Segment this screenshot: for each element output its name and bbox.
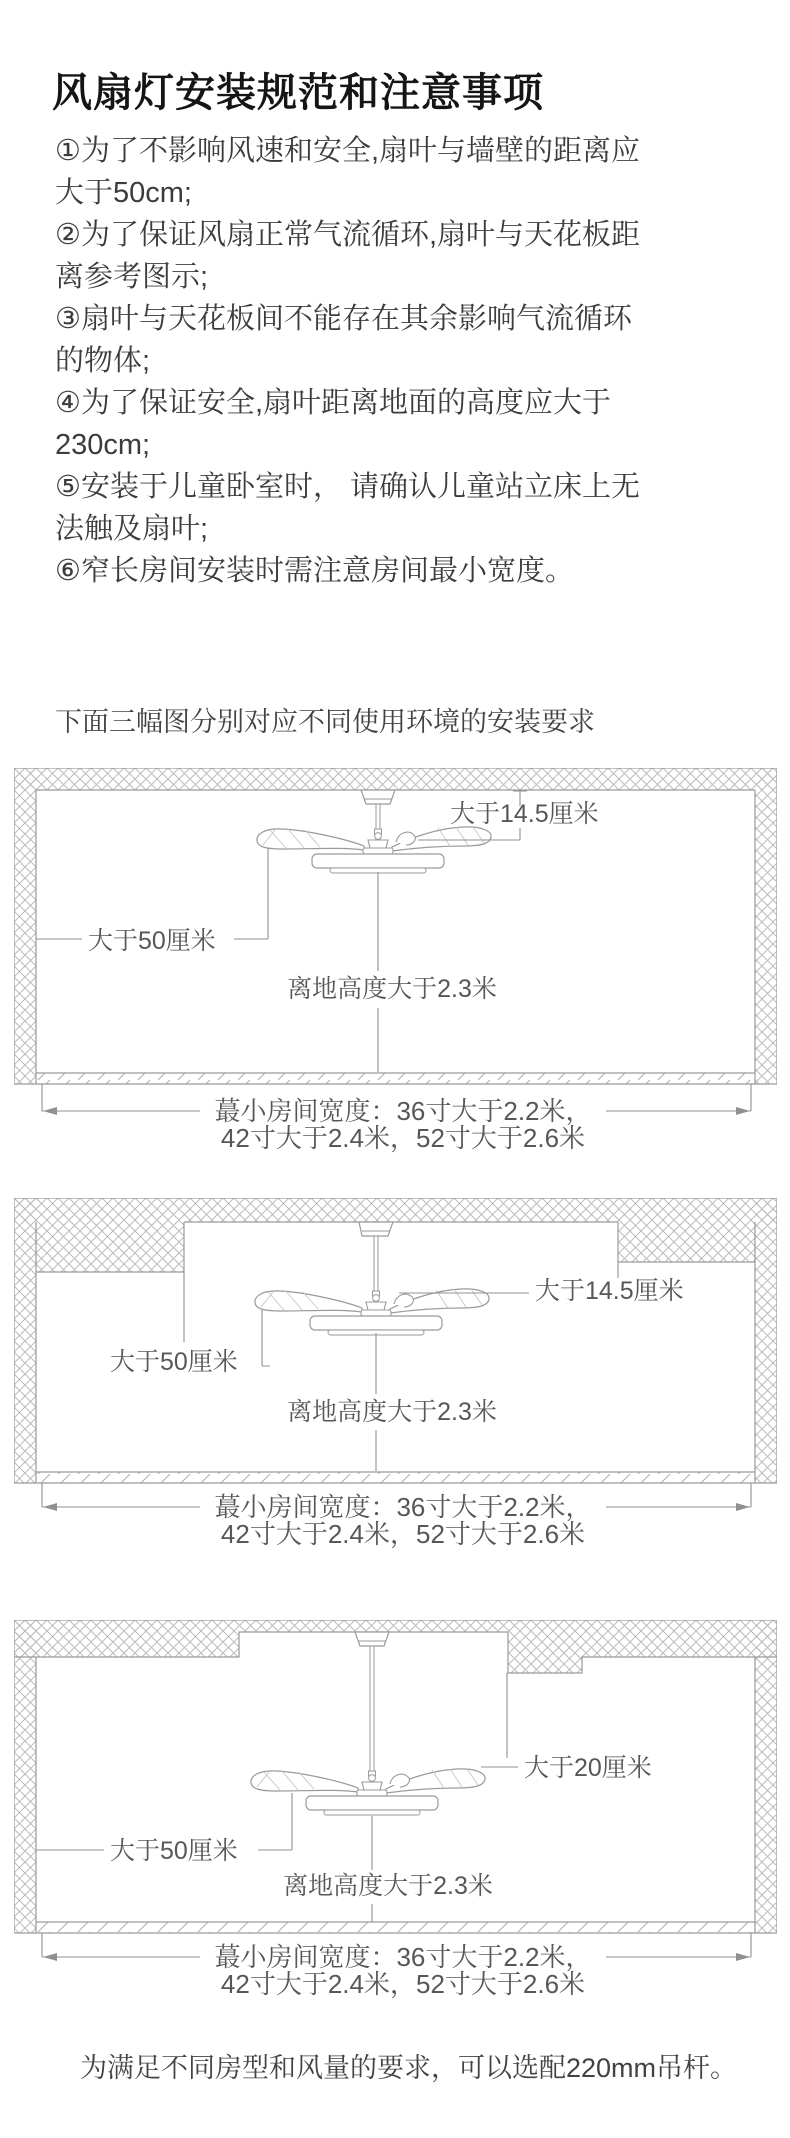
dim-ceiling-gap <box>481 1673 652 1782</box>
floor-height-label: 离地高度大于2.3米 <box>287 1398 497 1426</box>
fan-blades-and-light <box>251 1769 485 1815</box>
floor-height-label: 离地高度大于2.3米 <box>283 1872 493 1900</box>
room-width-caption-line1: 蕞小房间宽度：36寸大于2.2米， <box>214 1492 592 1522</box>
dim-floor-height <box>287 1333 497 1471</box>
wall-right <box>755 1198 777 1483</box>
room-width-caption-line2: 42寸大于2.4米，52寸大于2.6米 <box>220 1969 586 1999</box>
dim-room-width <box>42 1483 751 1549</box>
wall-right <box>755 1620 777 1933</box>
wall-gap-label: 大于50厘米 <box>110 1837 238 1865</box>
soffit-right <box>618 1222 755 1262</box>
diagrams-intro: 下面三幅图分别对应不同使用环境的安装要求 <box>55 707 595 737</box>
wall-right <box>755 768 777 1084</box>
floor-height-label: 离地高度大于2.3米 <box>287 975 497 1003</box>
dim-wall-gap <box>110 1272 270 1376</box>
dim-wall-gap <box>36 1793 292 1865</box>
fan-blades-and-light <box>255 1289 489 1335</box>
note-item-6: ⑥窄长房间安装时需注意房间最小宽度。 <box>55 555 574 587</box>
fan-blades-and-light <box>257 827 491 873</box>
floor-slab <box>36 1472 755 1483</box>
diagram-ceiling-niche <box>14 1620 777 2000</box>
wall-left <box>14 1198 36 1483</box>
ceiling-gap-label: 大于20厘米 <box>524 1754 652 1782</box>
dim-room-width <box>42 1933 751 1999</box>
room-width-caption-line2: 42寸大于2.4米，52寸大于2.6米 <box>220 1519 586 1549</box>
wall-left <box>14 768 36 1084</box>
page-title: 风扇灯安装规范和注意事项 <box>52 71 544 115</box>
room-width-caption-line2: 42寸大于2.4米，52寸大于2.6米 <box>220 1123 586 1153</box>
ceiling-slab <box>14 768 777 790</box>
note-item-1: ①为了不影响风速和安全,扇叶与墙壁的距离应大于50cm; <box>55 135 641 209</box>
fan-canopy <box>359 1222 393 1236</box>
footer-note: 为满足不同房型和风量的要求，可以选配220mm吊杆。 <box>80 2053 738 2083</box>
fan-rod <box>370 1646 374 1782</box>
wall-left <box>14 1620 36 1933</box>
room-width-caption-line1: 蕞小房间宽度：36寸大于2.2米， <box>214 1942 592 1972</box>
ceiling-slab <box>14 1198 777 1222</box>
ceiling-fan-icon <box>255 1222 489 1335</box>
note-item-5: ⑤安装于儿童卧室时， 请确认儿童站立床上无法触及扇叶; <box>55 471 641 545</box>
note-item-4: ④为了保证安全,扇叶距离地面的高度应大于230cm; <box>55 387 612 461</box>
fan-canopy <box>361 790 395 804</box>
dim-wall-gap <box>36 848 268 955</box>
wall-gap-label: 大于50厘米 <box>88 927 216 955</box>
note-item-3: ③扇叶与天花板间不能存在其余影响气流循环的物体; <box>55 303 632 377</box>
room-structure <box>14 768 777 1084</box>
room-outline <box>14 768 777 1084</box>
diagram-dropped-ceiling <box>14 1198 777 1550</box>
room-structure <box>14 1198 777 1483</box>
note-item-2: ②为了保证风扇正常气流循环,扇叶与天花板距离参考图示; <box>55 219 641 293</box>
ceiling-gap-label: 大于14.5厘米 <box>450 800 599 828</box>
dim-floor-height <box>287 872 497 1072</box>
ceiling-step <box>508 1657 582 1673</box>
dim-room-width <box>42 1084 751 1153</box>
fan-canopy <box>355 1632 389 1646</box>
soffit-left <box>36 1222 184 1272</box>
floor-slab <box>36 1073 755 1084</box>
dim-floor-height <box>283 1816 493 1922</box>
floor-slab <box>36 1922 755 1933</box>
diagram-flat-ceiling <box>14 768 777 1153</box>
ceiling-fan-icon <box>251 1632 485 1815</box>
room-width-caption-line1: 蕞小房间宽度：36寸大于2.2米， <box>214 1096 592 1126</box>
ceiling-gap-label: 大于14.5厘米 <box>535 1277 684 1305</box>
installation-notes <box>55 130 659 592</box>
wall-gap-label: 大于50厘米 <box>110 1348 238 1376</box>
